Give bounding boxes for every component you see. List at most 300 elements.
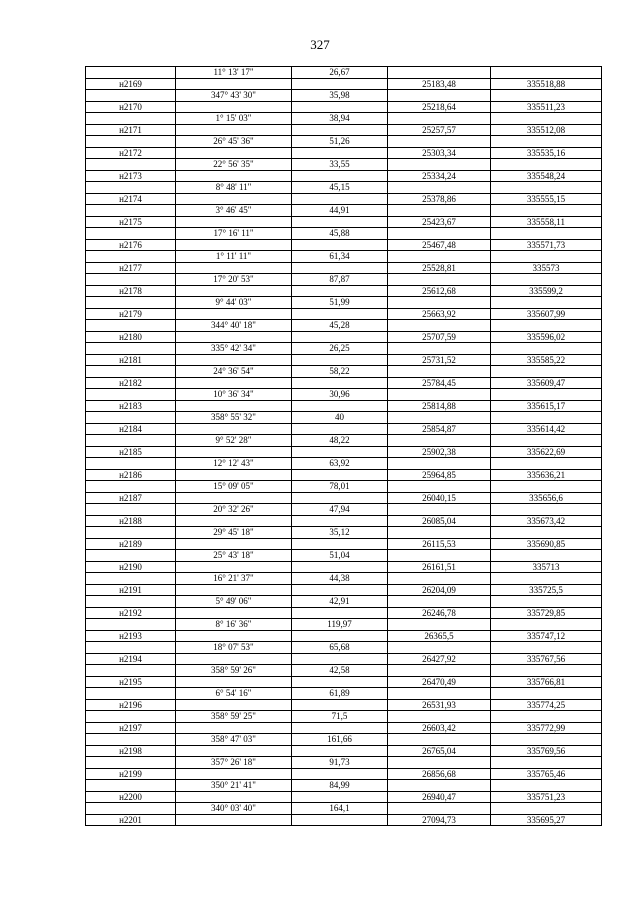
direction-angle-cell: [176, 539, 292, 551]
length-cell: 45,88: [292, 228, 388, 240]
segment-row: [86, 803, 602, 815]
point-name-cell: [86, 182, 176, 194]
direction-angle-cell: 8° 48' 11": [176, 182, 292, 194]
y-coordinate-cell: 335518,88: [491, 79, 602, 91]
x-coordinate-cell: 26085,04: [388, 516, 491, 528]
point-row: [86, 815, 602, 827]
y-coordinate-cell: 335548,24: [491, 171, 602, 183]
point-row: [86, 769, 602, 781]
length-cell: [292, 309, 388, 321]
y-coordinate-cell: 335596,02: [491, 332, 602, 344]
length-cell: [292, 470, 388, 482]
point-row: [86, 171, 602, 183]
length-cell: 119,97: [292, 619, 388, 631]
point-name-cell: н2181: [86, 355, 176, 367]
direction-angle-cell: [176, 286, 292, 298]
direction-angle-cell: 358° 59' 26": [176, 665, 292, 677]
length-cell: 30,96: [292, 389, 388, 401]
point-row: [86, 631, 602, 643]
segment-row: [86, 90, 602, 102]
direction-angle-cell: [176, 378, 292, 390]
direction-angle-cell: 24° 36' 54": [176, 366, 292, 378]
point-name-cell: н2172: [86, 148, 176, 160]
length-cell: 26,67: [292, 67, 388, 79]
segment-row: [86, 297, 602, 309]
length-cell: [292, 194, 388, 206]
direction-angle-cell: 12° 12' 43": [176, 458, 292, 470]
point-name-cell: н2171: [86, 125, 176, 137]
x-coordinate-cell: 26365,5: [388, 631, 491, 643]
length-cell: [292, 447, 388, 459]
point-row: [86, 539, 602, 551]
direction-angle-cell: [176, 171, 292, 183]
point-name-cell: н2198: [86, 746, 176, 758]
segment-row: [86, 136, 602, 148]
x-coordinate-cell: 25467,48: [388, 240, 491, 252]
direction-angle-cell: 25° 43' 18": [176, 550, 292, 562]
y-coordinate-cell: [491, 596, 602, 608]
x-coordinate-cell: 25784,45: [388, 378, 491, 390]
length-cell: [292, 424, 388, 436]
point-name-cell: н2197: [86, 723, 176, 735]
y-coordinate-cell: [491, 803, 602, 815]
segment-row: [86, 412, 602, 424]
y-coordinate-cell: 335615,17: [491, 401, 602, 413]
point-name-cell: [86, 205, 176, 217]
x-coordinate-cell: [388, 757, 491, 769]
length-cell: 63,92: [292, 458, 388, 470]
direction-angle-cell: [176, 148, 292, 160]
point-name-cell: [86, 688, 176, 700]
point-row: [86, 516, 602, 528]
direction-angle-cell: [176, 516, 292, 528]
length-cell: 33,55: [292, 159, 388, 171]
segment-row: [86, 596, 602, 608]
length-cell: 87,87: [292, 274, 388, 286]
length-cell: [292, 608, 388, 620]
direction-angle-cell: [176, 240, 292, 252]
x-coordinate-cell: [388, 67, 491, 79]
direction-angle-cell: 1° 15' 03": [176, 113, 292, 125]
direction-angle-cell: [176, 608, 292, 620]
point-name-cell: н2169: [86, 79, 176, 91]
y-coordinate-cell: 335766,81: [491, 677, 602, 689]
segment-row: [86, 573, 602, 585]
direction-angle-cell: 340° 03' 40": [176, 803, 292, 815]
direction-angle-cell: [176, 792, 292, 804]
x-coordinate-cell: 25854,87: [388, 424, 491, 436]
length-cell: 44,91: [292, 205, 388, 217]
y-coordinate-cell: [491, 343, 602, 355]
point-row: [86, 401, 602, 413]
length-cell: 78,01: [292, 481, 388, 493]
y-coordinate-cell: 335774,25: [491, 700, 602, 712]
length-cell: [292, 654, 388, 666]
page-number: 327: [310, 37, 330, 52]
point-name-cell: н2170: [86, 102, 176, 114]
length-cell: 51,26: [292, 136, 388, 148]
point-name-cell: [86, 251, 176, 263]
point-name-cell: [86, 527, 176, 539]
point-name-cell: [86, 435, 176, 447]
x-coordinate-cell: [388, 366, 491, 378]
y-coordinate-cell: [491, 435, 602, 447]
x-coordinate-cell: 26765,04: [388, 746, 491, 758]
length-cell: [292, 746, 388, 758]
direction-angle-cell: 10° 36' 34": [176, 389, 292, 401]
x-coordinate-cell: 26161,51: [388, 562, 491, 574]
segment-row: [86, 274, 602, 286]
segment-row: [86, 619, 602, 631]
point-name-cell: [86, 573, 176, 585]
segment-row: [86, 665, 602, 677]
point-name-cell: [86, 274, 176, 286]
y-coordinate-cell: [491, 527, 602, 539]
point-name-cell: н2173: [86, 171, 176, 183]
direction-angle-cell: 6° 54' 16": [176, 688, 292, 700]
length-cell: 65,68: [292, 642, 388, 654]
length-cell: 26,25: [292, 343, 388, 355]
x-coordinate-cell: 27094,73: [388, 815, 491, 827]
point-name-cell: н2190: [86, 562, 176, 574]
y-coordinate-cell: [491, 297, 602, 309]
direction-angle-cell: [176, 79, 292, 91]
x-coordinate-cell: [388, 734, 491, 746]
x-coordinate-cell: 26603,42: [388, 723, 491, 735]
direction-angle-cell: [176, 102, 292, 114]
length-cell: 35,12: [292, 527, 388, 539]
length-cell: [292, 493, 388, 505]
y-coordinate-cell: [491, 458, 602, 470]
x-coordinate-cell: [388, 803, 491, 815]
point-name-cell: [86, 343, 176, 355]
direction-angle-cell: [176, 654, 292, 666]
y-coordinate-cell: 335767,56: [491, 654, 602, 666]
segment-row: [86, 113, 602, 125]
segment-row: [86, 550, 602, 562]
direction-angle-cell: 15° 09' 05": [176, 481, 292, 493]
point-name-cell: н2180: [86, 332, 176, 344]
segment-row: [86, 734, 602, 746]
point-row: [86, 493, 602, 505]
length-cell: 161,66: [292, 734, 388, 746]
y-coordinate-cell: 335690,85: [491, 539, 602, 551]
point-name-cell: н2176: [86, 240, 176, 252]
point-name-cell: [86, 136, 176, 148]
length-cell: 38,94: [292, 113, 388, 125]
coordinates-table: [85, 66, 602, 826]
length-cell: [292, 815, 388, 827]
direction-angle-cell: 17° 20' 53": [176, 274, 292, 286]
direction-angle-cell: 358° 55' 32": [176, 412, 292, 424]
direction-angle-cell: [176, 355, 292, 367]
length-cell: [292, 286, 388, 298]
x-coordinate-cell: 26246,78: [388, 608, 491, 620]
point-name-cell: н2193: [86, 631, 176, 643]
direction-angle-cell: [176, 493, 292, 505]
x-coordinate-cell: [388, 320, 491, 332]
segment-row: [86, 504, 602, 516]
point-row: [86, 608, 602, 620]
y-coordinate-cell: [491, 136, 602, 148]
direction-angle-cell: [176, 585, 292, 597]
direction-angle-cell: 347° 43' 30": [176, 90, 292, 102]
y-coordinate-cell: [491, 205, 602, 217]
point-row: [86, 194, 602, 206]
point-row: [86, 217, 602, 229]
point-name-cell: [86, 642, 176, 654]
direction-angle-cell: 17° 16' 11": [176, 228, 292, 240]
segment-row: [86, 688, 602, 700]
x-coordinate-cell: 25257,57: [388, 125, 491, 137]
y-coordinate-cell: 335614,42: [491, 424, 602, 436]
point-row: [86, 240, 602, 252]
length-cell: 61,34: [292, 251, 388, 263]
y-coordinate-cell: 335772,99: [491, 723, 602, 735]
length-cell: [292, 723, 388, 735]
direction-angle-cell: [176, 424, 292, 436]
point-name-cell: [86, 67, 176, 79]
direction-angle-cell: [176, 401, 292, 413]
point-name-cell: [86, 458, 176, 470]
point-name-cell: [86, 665, 176, 677]
direction-angle-cell: [176, 631, 292, 643]
segment-row: [86, 182, 602, 194]
point-row: [86, 677, 602, 689]
y-coordinate-cell: [491, 412, 602, 424]
segment-row: [86, 366, 602, 378]
direction-angle-cell: [176, 125, 292, 137]
point-row: [86, 263, 602, 275]
direction-angle-cell: [176, 263, 292, 275]
point-name-cell: н2185: [86, 447, 176, 459]
length-cell: 48,22: [292, 435, 388, 447]
direction-angle-cell: [176, 723, 292, 735]
point-name-cell: [86, 780, 176, 792]
direction-angle-cell: 335° 42' 34": [176, 343, 292, 355]
length-cell: [292, 378, 388, 390]
point-row: [86, 286, 602, 298]
x-coordinate-cell: 26427,92: [388, 654, 491, 666]
point-name-cell: н2196: [86, 700, 176, 712]
length-cell: [292, 332, 388, 344]
x-coordinate-cell: [388, 596, 491, 608]
point-name-cell: [86, 159, 176, 171]
y-coordinate-cell: [491, 90, 602, 102]
point-row: [86, 148, 602, 160]
direction-angle-cell: 358° 59' 25": [176, 711, 292, 723]
direction-angle-cell: 1° 11' 11": [176, 251, 292, 263]
x-coordinate-cell: [388, 389, 491, 401]
length-cell: [292, 217, 388, 229]
y-coordinate-cell: [491, 757, 602, 769]
y-coordinate-cell: [491, 159, 602, 171]
point-name-cell: [86, 596, 176, 608]
length-cell: [292, 585, 388, 597]
length-cell: [292, 792, 388, 804]
length-cell: 91,73: [292, 757, 388, 769]
point-name-cell: [86, 297, 176, 309]
point-row: [86, 424, 602, 436]
direction-angle-cell: [176, 332, 292, 344]
point-name-cell: н2188: [86, 516, 176, 528]
length-cell: 51,99: [292, 297, 388, 309]
length-cell: [292, 240, 388, 252]
y-coordinate-cell: [491, 642, 602, 654]
length-cell: [292, 148, 388, 160]
direction-angle-cell: [176, 815, 292, 827]
y-coordinate-cell: [491, 504, 602, 516]
direction-angle-cell: 3° 46' 45": [176, 205, 292, 217]
length-cell: [292, 562, 388, 574]
point-name-cell: н2182: [86, 378, 176, 390]
x-coordinate-cell: 25964,85: [388, 470, 491, 482]
segment-row: [86, 435, 602, 447]
x-coordinate-cell: [388, 182, 491, 194]
length-cell: [292, 539, 388, 551]
length-cell: [292, 102, 388, 114]
length-cell: [292, 355, 388, 367]
y-coordinate-cell: [491, 274, 602, 286]
x-coordinate-cell: [388, 90, 491, 102]
length-cell: [292, 631, 388, 643]
y-coordinate-cell: 335609,47: [491, 378, 602, 390]
segment-row: [86, 343, 602, 355]
x-coordinate-cell: 26040,15: [388, 493, 491, 505]
x-coordinate-cell: 25707,59: [388, 332, 491, 344]
length-cell: 71,5: [292, 711, 388, 723]
point-name-cell: н2192: [86, 608, 176, 620]
length-cell: 44,38: [292, 573, 388, 585]
length-cell: [292, 677, 388, 689]
direction-angle-cell: [176, 562, 292, 574]
point-row: [86, 309, 602, 321]
x-coordinate-cell: [388, 343, 491, 355]
y-coordinate-cell: 335725,5: [491, 585, 602, 597]
x-coordinate-cell: [388, 504, 491, 516]
x-coordinate-cell: [388, 274, 491, 286]
y-coordinate-cell: 335751,23: [491, 792, 602, 804]
x-coordinate-cell: [388, 458, 491, 470]
point-name-cell: [86, 803, 176, 815]
y-coordinate-cell: [491, 734, 602, 746]
point-name-cell: н2184: [86, 424, 176, 436]
segment-row: [86, 320, 602, 332]
point-row: [86, 332, 602, 344]
y-coordinate-cell: 335535,16: [491, 148, 602, 160]
x-coordinate-cell: [388, 251, 491, 263]
x-coordinate-cell: [388, 550, 491, 562]
y-coordinate-cell: 335729,85: [491, 608, 602, 620]
point-name-cell: н2194: [86, 654, 176, 666]
point-row: [86, 585, 602, 597]
y-coordinate-cell: 335765,46: [491, 769, 602, 781]
direction-angle-cell: [176, 470, 292, 482]
y-coordinate-cell: [491, 665, 602, 677]
x-coordinate-cell: [388, 412, 491, 424]
length-cell: [292, 79, 388, 91]
segment-row: [86, 205, 602, 217]
x-coordinate-cell: [388, 435, 491, 447]
x-coordinate-cell: 25378,86: [388, 194, 491, 206]
point-name-cell: н2186: [86, 470, 176, 482]
x-coordinate-cell: [388, 297, 491, 309]
point-row: [86, 654, 602, 666]
point-row: [86, 723, 602, 735]
x-coordinate-cell: [388, 136, 491, 148]
x-coordinate-cell: 25528,81: [388, 263, 491, 275]
length-cell: [292, 700, 388, 712]
x-coordinate-cell: [388, 205, 491, 217]
point-name-cell: н2200: [86, 792, 176, 804]
x-coordinate-cell: [388, 481, 491, 493]
point-row: [86, 746, 602, 758]
y-coordinate-cell: 335695,27: [491, 815, 602, 827]
point-name-cell: н2195: [86, 677, 176, 689]
direction-angle-cell: 29° 45' 18": [176, 527, 292, 539]
x-coordinate-cell: 26940,47: [388, 792, 491, 804]
y-coordinate-cell: 335558,11: [491, 217, 602, 229]
length-cell: [292, 125, 388, 137]
x-coordinate-cell: [388, 688, 491, 700]
point-name-cell: [86, 550, 176, 562]
segment-row: [86, 711, 602, 723]
length-cell: [292, 401, 388, 413]
length-cell: 164,1: [292, 803, 388, 815]
x-coordinate-cell: 25902,38: [388, 447, 491, 459]
point-name-cell: н2191: [86, 585, 176, 597]
length-cell: 61,89: [292, 688, 388, 700]
direction-angle-cell: 344° 40' 18": [176, 320, 292, 332]
point-name-cell: [86, 711, 176, 723]
point-row: [86, 447, 602, 459]
y-coordinate-cell: [491, 711, 602, 723]
point-row: [86, 355, 602, 367]
y-coordinate-cell: 335656,6: [491, 493, 602, 505]
y-coordinate-cell: 335747,12: [491, 631, 602, 643]
y-coordinate-cell: 335713: [491, 562, 602, 574]
direction-angle-cell: 9° 44' 03": [176, 297, 292, 309]
y-coordinate-cell: [491, 389, 602, 401]
segment-row: [86, 389, 602, 401]
point-name-cell: [86, 113, 176, 125]
point-name-cell: н2189: [86, 539, 176, 551]
y-coordinate-cell: [491, 550, 602, 562]
x-coordinate-cell: 25218,64: [388, 102, 491, 114]
x-coordinate-cell: [388, 780, 491, 792]
y-coordinate-cell: 335511,23: [491, 102, 602, 114]
direction-angle-cell: [176, 677, 292, 689]
point-name-cell: н2174: [86, 194, 176, 206]
segment-row: [86, 67, 602, 79]
y-coordinate-cell: [491, 228, 602, 240]
y-coordinate-cell: 335622,69: [491, 447, 602, 459]
direction-angle-cell: [176, 217, 292, 229]
segment-row: [86, 159, 602, 171]
y-coordinate-cell: [491, 780, 602, 792]
segment-row: [86, 228, 602, 240]
point-name-cell: н2183: [86, 401, 176, 413]
x-coordinate-cell: 26856,68: [388, 769, 491, 781]
direction-angle-cell: 16° 21' 37": [176, 573, 292, 585]
length-cell: [292, 516, 388, 528]
y-coordinate-cell: 335555,15: [491, 194, 602, 206]
x-coordinate-cell: [388, 228, 491, 240]
direction-angle-cell: [176, 769, 292, 781]
y-coordinate-cell: [491, 320, 602, 332]
direction-angle-cell: 8° 16' 36": [176, 619, 292, 631]
x-coordinate-cell: 25334,24: [388, 171, 491, 183]
